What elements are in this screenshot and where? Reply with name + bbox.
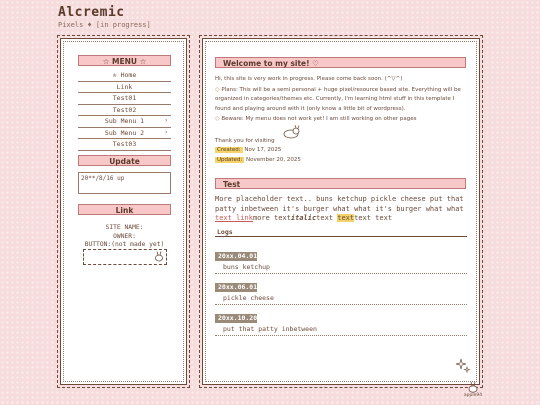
bullet-diamond-icon: ◇ [215,85,220,93]
welcome-content [215,75,467,165]
log-text: pickle cheese [215,293,467,305]
sidebar-panel [60,38,187,385]
updated-badge: Updated: [217,156,243,163]
log-date: 20xx.06.01 [215,283,257,292]
update-textbox[interactable] [78,172,171,194]
sidebar-menu [78,70,171,151]
sidebar-item-label: Sub Menu 2 [104,128,145,137]
plain-text: text [316,214,334,222]
logs-list [215,243,467,336]
update-heading: Update [78,155,171,166]
owner-label: OWNER: [113,232,136,240]
thanks-text: Thank you for visiting [215,137,275,144]
button-label: BUTTON:(not made yet) [84,241,165,248]
link-info [78,224,171,250]
log-date: 20xx.04.01 [215,252,257,261]
inline-samples [215,214,469,224]
logs-heading: Logs [215,227,467,237]
test-paragraph: More placeholder text.. buns ketchup pickle cheese put that patty inbetween it's burger what what it's burger what what [215,195,464,213]
welcome-heading: Welcome to my site! ♡ [215,57,466,68]
plans-text: Plans: This will be a semi personal + huge pixel/resource based site. Everything will be organized in categories/themes etc. Currently, I'm learning html stuff in this template I found and playing around with it (only know a little bit of wordpress). [215,86,461,112]
site-subtitle: Pixels ♦ [in progress] [58,21,151,29]
sidebar-item-test01[interactable] [78,93,171,105]
footer-credit [460,381,486,398]
tail-text: text text [354,214,393,222]
sidebar-item-test02[interactable] [78,105,171,117]
log-date: 20xx.10.20 [215,314,257,323]
main-panel [202,38,480,385]
more-text: more text [252,214,291,222]
text-link[interactable]: text link [215,214,253,222]
sidebar-item-label: ♔ Home [112,71,137,79]
log-text: put that patty inbetween [215,324,467,336]
sidebar-item-label: Sub Menu 1 [104,117,145,125]
log-text: buns ketchup [215,262,467,274]
beware-text: Beware: My menu does not work yet! I am still working on other pages [221,116,417,122]
test-content [215,195,469,224]
sidebar-item-submenu-1[interactable] [78,116,171,128]
credit-text: apple94 [463,393,483,398]
sidebar-item-label: Test03 [112,140,137,148]
updated-date: November 20, 2025 [246,156,301,163]
sidebar-item-link[interactable] [78,82,171,94]
bunny-doodle-icon [466,381,480,393]
chevron-right-icon: › [164,117,168,124]
created-badge: Created: [217,147,241,153]
intro-text: Hi, this site is very work in progress. Please come back soon. (^▽^) [215,76,403,82]
italic-text: italic [290,214,317,222]
bullet-diamond-icon: ◇ [215,115,220,122]
log-entry [215,243,467,274]
chevron-right-icon: › [164,128,168,136]
site-name-label: SITE NAME: [105,224,144,231]
created-date: Nov 17, 2025 [244,147,282,153]
link-heading: Link [78,204,171,215]
highlight-text: text [337,214,355,222]
log-entry [215,274,467,305]
sidebar-item-submenu-2[interactable] [78,128,171,140]
bunny-doodle-icon [279,125,301,139]
sparkle-doodle-icon [455,358,471,374]
update-text: 20**/8/16 up [81,175,125,182]
sidebar-item-label: Link [116,82,133,91]
sidebar-item-home[interactable] [78,70,171,82]
sidebar-item-label: Test01 [112,94,137,102]
site-header [58,5,151,29]
link-button-placeholder[interactable] [83,249,167,265]
log-entry [215,305,467,336]
menu-heading: ☆ MENU ☆ [78,55,171,66]
sidebar-item-test03[interactable] [78,139,171,151]
site-title: Alcremic [58,5,125,20]
bunny-doodle-icon [153,251,165,262]
test-heading: Test [215,178,466,189]
sidebar-item-label: Test02 [112,105,137,114]
